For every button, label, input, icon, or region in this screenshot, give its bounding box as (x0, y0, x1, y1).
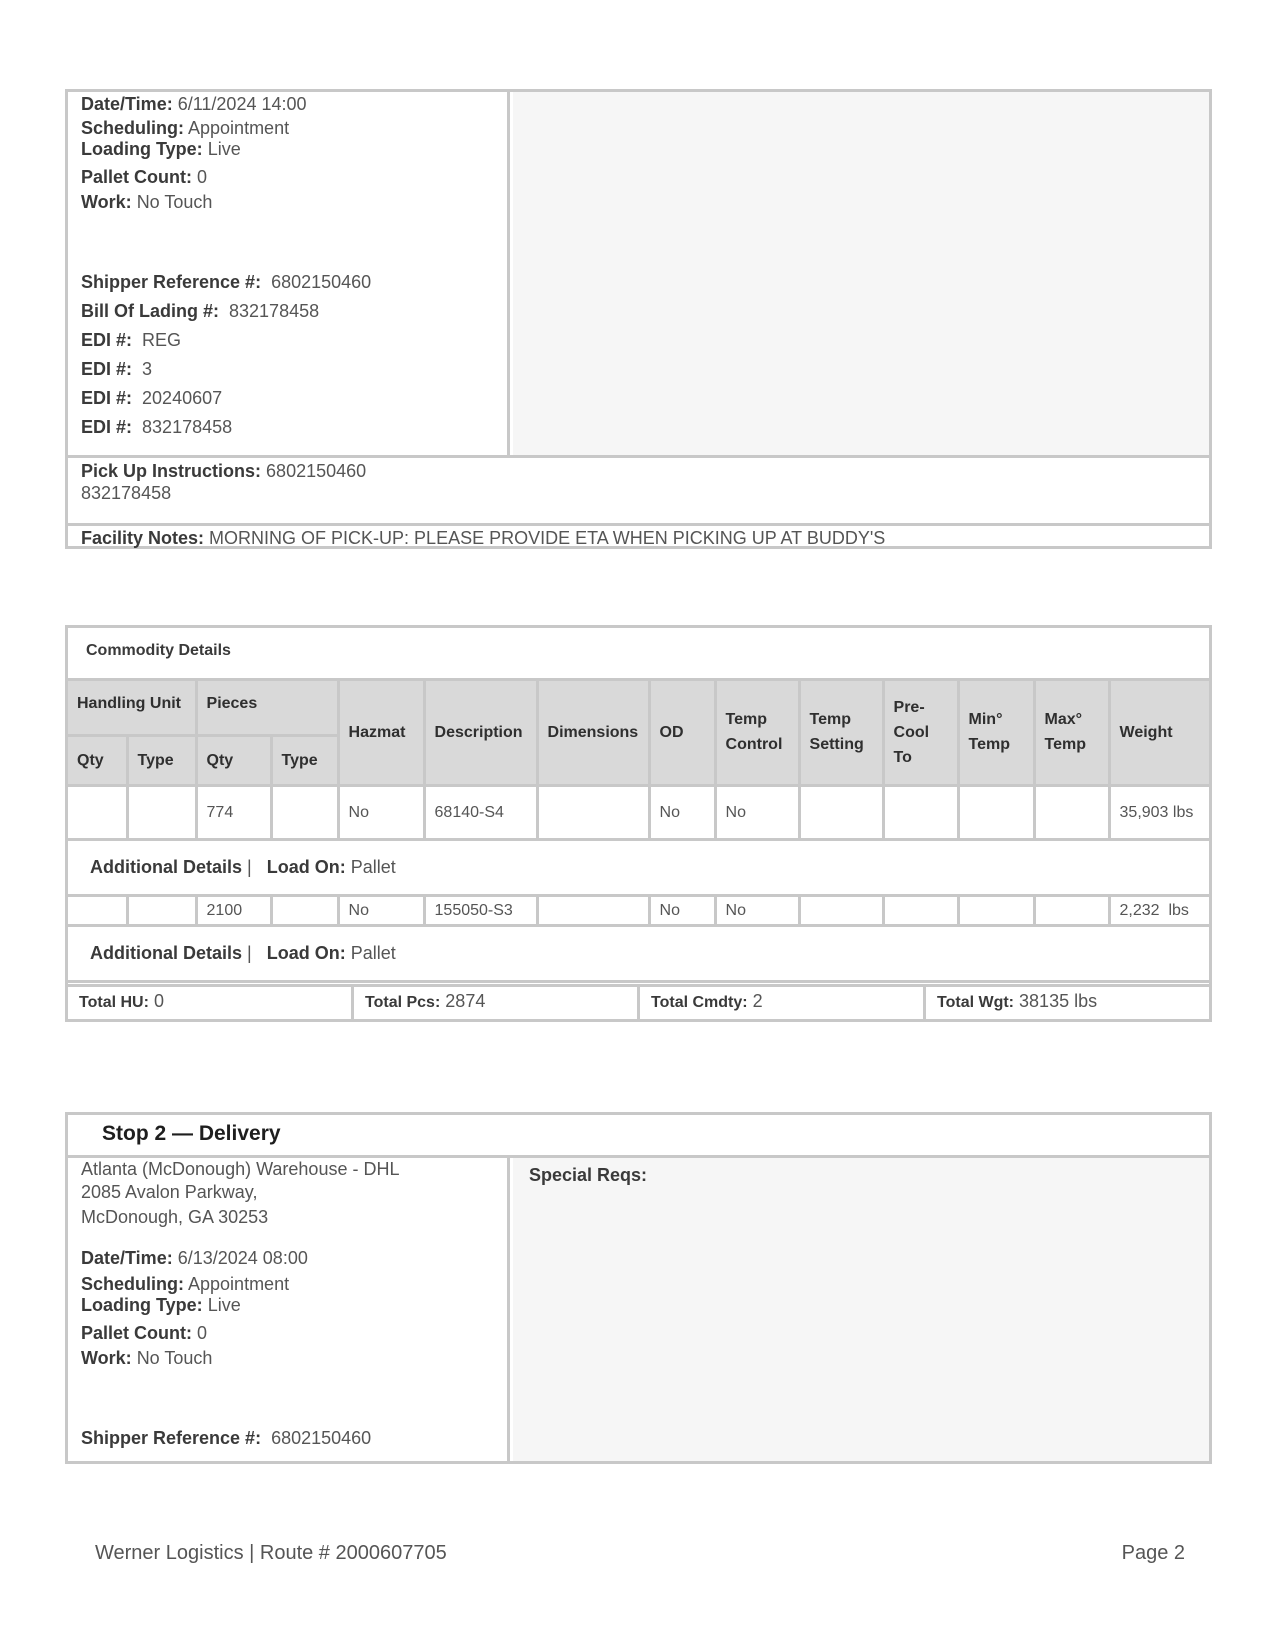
header-dimensions: Dimensions (537, 681, 649, 785)
header-description: Description (424, 681, 537, 785)
commodity-title: Commodity Details (68, 628, 1209, 681)
table-row: 774 No 68140-S4 No No 35,903 lbs (68, 785, 1209, 839)
commodity-header-row (68, 681, 1209, 735)
stop2-scheduling: Scheduling: Appointment (81, 1274, 290, 1294)
stop1-loading-type: Loading Type: Live (81, 139, 241, 159)
header-hu-type: Type (127, 735, 196, 785)
stop1-shipper-ref: Shipper Reference #: 6802150460 (81, 272, 372, 292)
stop2-work: Work: No Touch (81, 1348, 213, 1368)
stop1-panel (65, 89, 1212, 549)
header-od: OD (649, 681, 715, 785)
stop2-address-line1: Atlanta (McDonough) Warehouse - DHL (81, 1159, 400, 1179)
header-precool: Pre-Cool To (883, 681, 958, 785)
footer-company-route: Werner Logistics | Route # 2000607705 (95, 1542, 447, 1564)
additional-details-row: Additional Details | Load On: Pallet (68, 839, 1209, 895)
facility-notes: Facility Notes: MORNING OF PICK-UP: PLEASE PROVIDE ETA WHEN PICKING UP AT BUDDY'S (68, 523, 1209, 546)
stop2-address-line2: 2085 Avalon Parkway, (81, 1182, 258, 1202)
stop1-work: Work: No Touch (81, 192, 213, 212)
table-row: 2100 No 155050-S3 No No 2,232 lbs (68, 895, 1209, 925)
total-cmdty: Total Cmdty: 2 (640, 987, 926, 1019)
stop2-header (68, 1115, 1209, 1158)
stop2-datetime: Date/Time: 6/13/2024 08:00 (81, 1248, 308, 1268)
stop1-side-panel (513, 92, 1209, 455)
stop2-title: Stop 2 — Delivery (102, 1122, 281, 1145)
header-temp-control: Temp Control (715, 681, 799, 785)
commodity-table (68, 681, 1209, 983)
header-hu-qty: Qty (68, 735, 127, 785)
commodity-details-panel (65, 625, 1212, 1022)
stop1-pallet-count: Pallet Count: 0 (81, 167, 208, 187)
stop2-loading-type: Loading Type: Live (81, 1295, 241, 1315)
commodity-totals (68, 984, 1209, 1019)
header-pieces: Pieces (196, 681, 338, 735)
header-min-temp: Min° Temp (958, 681, 1034, 785)
stop1-edi-3: EDI #: 20240607 (81, 388, 223, 408)
stop2-panel (65, 1112, 1212, 1464)
stop1-datetime: Date/Time: 6/11/2024 14:00 (81, 94, 307, 114)
total-hu: Total HU: 0 (68, 987, 354, 1019)
header-temp-setting: Temp Setting (799, 681, 883, 785)
stop1-edi-2: EDI #: 3 (81, 359, 153, 379)
stop1-scheduling: Scheduling: Appointment (81, 118, 290, 138)
total-wgt: Total Wgt: 38135 lbs (937, 991, 1098, 1011)
header-pcs-type: Type (271, 735, 338, 785)
additional-details-row: Additional Details | Load On: Pallet (68, 925, 1209, 981)
stop1-edi-1: EDI #: REG (81, 330, 182, 350)
footer-page-number: Page 2 (1121, 1542, 1185, 1564)
stop1-details (68, 92, 510, 455)
stop1-bill-of-lading: Bill Of Lading #: 832178458 (81, 301, 320, 321)
header-pcs-qty: Qty (196, 735, 271, 785)
header-hazmat: Hazmat (338, 681, 424, 785)
total-pcs: Total Pcs: 2874 (354, 987, 640, 1019)
header-handling-unit: Handling Unit (68, 681, 196, 735)
stop2-details (68, 1158, 510, 1461)
pickup-instructions: Pick Up Instructions: 6802150460 832178458 (68, 455, 1209, 523)
stop1-edi-4: EDI #: 832178458 (81, 417, 233, 437)
stop2-shipper-ref: Shipper Reference #: 6802150460 (81, 1428, 372, 1448)
stop2-pallet-count: Pallet Count: 0 (81, 1323, 208, 1343)
header-weight: Weight (1109, 681, 1209, 785)
header-max-temp: Max° Temp (1034, 681, 1109, 785)
stop2-address-line3: McDonough, GA 30253 (81, 1207, 269, 1227)
stop2-special-reqs: Special Reqs: (513, 1158, 1209, 1461)
